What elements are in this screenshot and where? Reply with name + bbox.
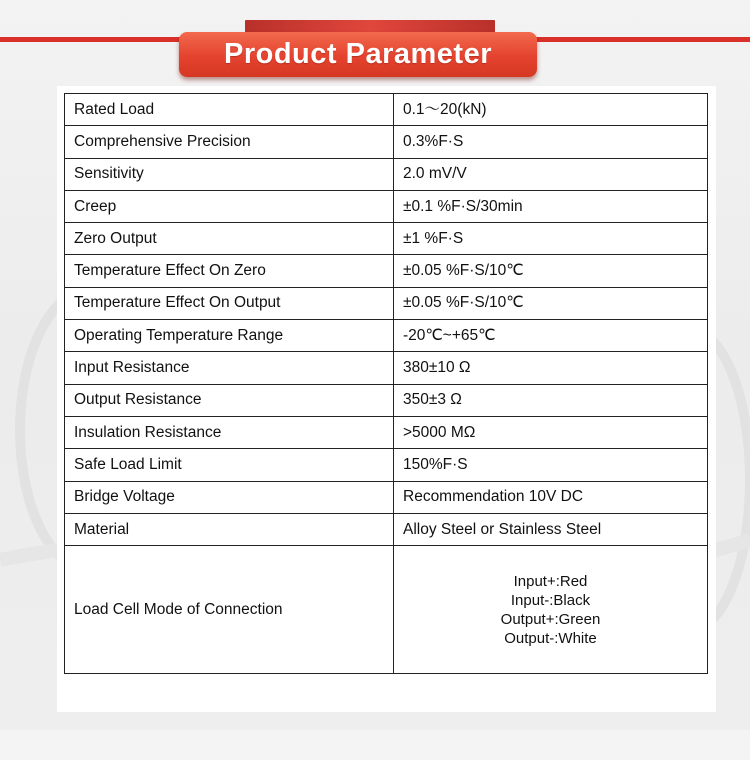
param-value: 0.3%F·S	[394, 126, 708, 158]
table-row	[65, 384, 708, 416]
param-label: Load Cell Mode of Connection	[65, 546, 394, 674]
param-label: Safe Load Limit	[65, 449, 394, 481]
section-title: Product Parameter	[224, 38, 492, 70]
table-row	[65, 190, 708, 222]
param-value: ±0.05 %F·S/10℃	[394, 255, 708, 287]
param-value: 150%F·S	[394, 449, 708, 481]
param-label: Insulation Resistance	[65, 416, 394, 448]
table-row	[65, 223, 708, 255]
param-value: ±1 %F·S	[394, 223, 708, 255]
param-value: ±0.1 %F·S/30min	[394, 190, 708, 222]
param-label: Input Resistance	[65, 352, 394, 384]
table-row	[65, 449, 708, 481]
table-row	[65, 126, 708, 158]
table-row	[65, 158, 708, 190]
parameter-table	[64, 93, 708, 674]
table-row	[65, 352, 708, 384]
table-row	[65, 94, 708, 126]
connection-output-minus: Output-:White	[504, 629, 597, 647]
param-label: Zero Output	[65, 223, 394, 255]
param-label: Comprehensive Precision	[65, 126, 394, 158]
table-row	[65, 416, 708, 448]
connection-input-minus: Input-:Black	[510, 591, 591, 609]
param-value: 350±3 Ω	[394, 384, 708, 416]
param-value: Alloy Steel or Stainless Steel	[394, 513, 708, 545]
param-value: >5000 MΩ	[394, 416, 708, 448]
table-row	[65, 255, 708, 287]
param-label: Temperature Effect On Output	[65, 287, 394, 319]
param-label: Bridge Voltage	[65, 481, 394, 513]
param-value: 0.1～20(kN)	[394, 94, 708, 126]
param-label: Operating Temperature Range	[65, 320, 394, 352]
param-label: Material	[65, 513, 394, 545]
param-label: Sensitivity	[65, 158, 394, 190]
section-title-banner	[179, 32, 537, 77]
param-value: 2.0 mV/V	[394, 158, 708, 190]
param-value: Recommendation 10V DC	[394, 481, 708, 513]
param-value: 380±10 Ω	[394, 352, 708, 384]
param-value: -20℃~+65℃	[394, 320, 708, 352]
table-row	[65, 481, 708, 513]
param-label: Output Resistance	[65, 384, 394, 416]
connection-values	[394, 546, 708, 674]
connection-output-plus: Output+:Green	[500, 610, 601, 628]
param-value: ±0.05 %F·S/10℃	[394, 287, 708, 319]
table-row-connection	[65, 546, 708, 674]
param-label: Creep	[65, 190, 394, 222]
table-row	[65, 287, 708, 319]
param-label: Rated Load	[65, 94, 394, 126]
table-row	[65, 513, 708, 545]
bottom-background	[0, 730, 750, 760]
param-label: Temperature Effect On Zero	[65, 255, 394, 287]
connection-input-plus: Input+:Red	[513, 572, 588, 590]
table-row	[65, 320, 708, 352]
